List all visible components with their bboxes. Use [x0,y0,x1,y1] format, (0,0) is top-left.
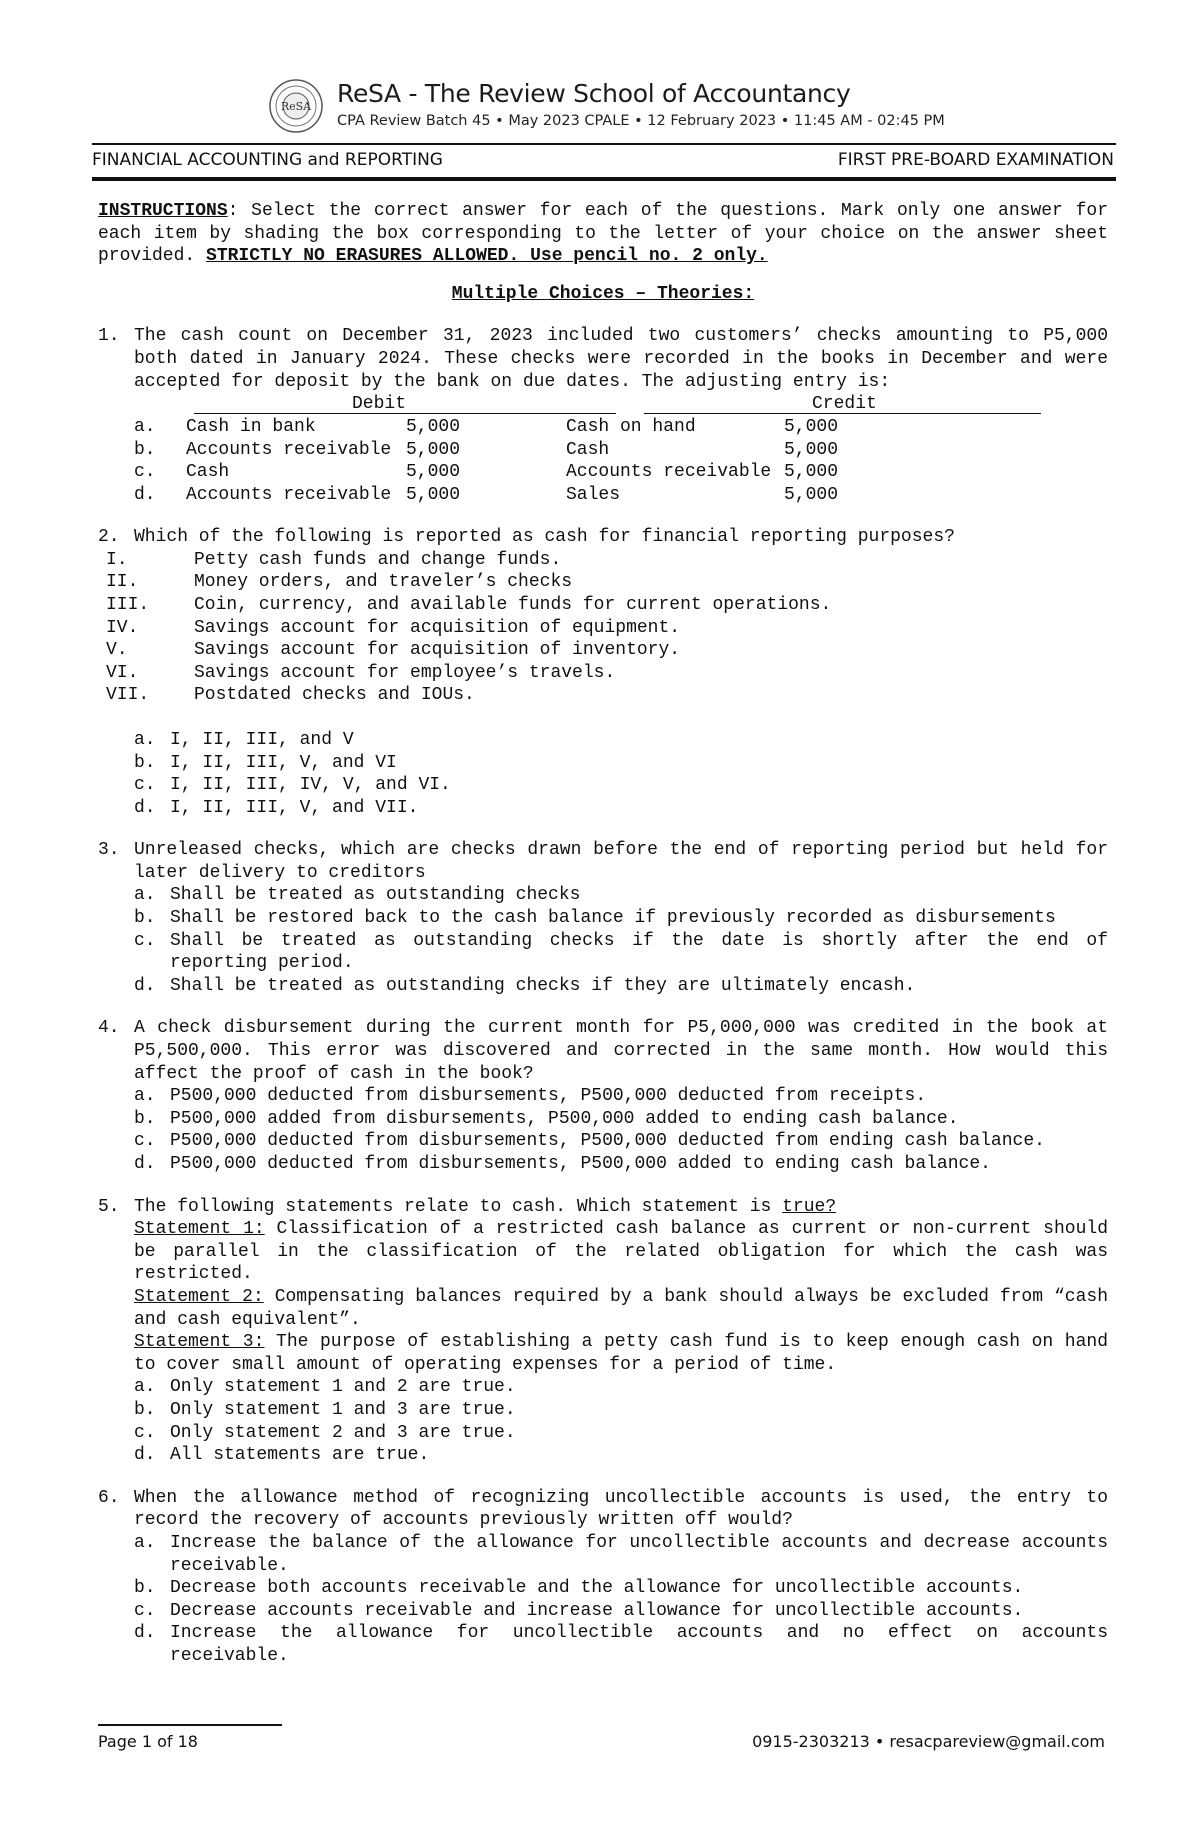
statement-text: Compensating balances required by a bank should always be excluded from “cash and cash equivalent”. [134,1286,1108,1330]
entry-letter: a. [134,417,156,438]
option-text: I, II, III, and V [170,729,354,750]
option-text: Decrease accounts receivable and increase allowance for uncollectible accounts. [170,1600,1024,1621]
question-2 [98,526,1108,549]
question-text: The following statements relate to cash. Which statement is true? [134,1196,837,1217]
answer-option-b [134,1577,1108,1600]
option-text: I, II, III, V, and VI [170,752,397,773]
option-letter: b. [134,752,156,773]
entry-debit: Accounts receivable [186,484,392,505]
roman-numeral: IV. [106,617,139,638]
entry-debit-amt: 5,000 [406,439,461,460]
option-letter: c. [134,775,156,796]
statement-text: Classification of a restricted cash balance as current or non-current should be parallel in the classification of the related obligation for which the cash was restricted. [134,1219,1108,1285]
option-letter: c. [134,1131,156,1152]
entry-letter: b. [134,439,156,460]
option-text: Only statement 1 and 2 are true. [170,1377,516,1398]
credit-header: Credit [812,394,877,415]
answer-option-d [134,975,1108,998]
entry-debit: Accounts receivable [186,439,392,460]
roman-item-text: Savings account for acquisition of inventory. [194,640,681,661]
option-letter: d. [134,975,156,996]
entry-debit: Cash [186,462,230,483]
entry-debit: Cash in bank [186,417,316,438]
question-text: Unreleased checks, which are checks drawn before the end of reporting period but held for later delivery to creditors [134,840,1108,883]
option-letter: c. [134,930,156,951]
entry-letter: d. [134,484,156,505]
statement-label: Statement 2: [134,1286,264,1307]
entry-debit-amt: 5,000 [406,484,461,505]
roman-item [98,639,1108,662]
roman-numeral: V. [106,640,128,661]
entry-credit-amt: 5,000 [784,484,839,505]
option-text: Increase the balance of the allowance for uncollectible accounts and decrease accounts receivable. [170,1532,1108,1576]
roman-item [98,549,1108,572]
question-3 [98,839,1108,884]
question-text: A check disbursement during the current month for P5,000,000 was credited in the book at P5,500,000. This error was discovered and corrected in the same month. How would this affect the proof of cash in the book? [134,1018,1108,1084]
question-number: 2. [98,527,120,548]
option-letter: b. [134,1578,156,1599]
resa-logo [268,78,324,134]
question-number: 5. [98,1196,120,1217]
roman-item-text: Petty cash funds and change funds. [194,549,562,570]
instructions-text: : Select the correct answer for each of the questions. Mark only one answer for each item by shading the box corresponding to the letter of your choice on the answer sheet provided. [98,201,1108,267]
question-text: Which of the following is reported as cash for financial reporting purposes? [134,527,955,548]
question-6 [98,1487,1108,1532]
roman-item [98,571,1108,594]
option-text: I, II, III, V, and VII. [170,797,419,818]
option-text: I, II, III, IV, V, and VI. [170,775,451,796]
option-letter: a. [134,1377,156,1398]
instructions [98,200,1108,268]
debit-header: Debit [352,394,407,415]
question-number: 3. [98,840,120,861]
option-letter: d. [134,1445,156,1466]
answer-option-a [134,729,1108,752]
question-4 [98,1017,1108,1085]
journal-entry-table [134,393,1108,506]
option-letter: a. [134,1086,156,1107]
option-letter: b. [134,1108,156,1129]
answer-option-b [134,907,1108,930]
statement-3 [134,1331,1108,1376]
footer-rule [98,1724,282,1726]
option-letter: d. [134,1154,156,1174]
roman-numeral: II. [106,572,139,593]
option-text: Only statement 1 and 3 are true. [170,1399,516,1420]
option-text: Shall be treated as outstanding checks [170,885,581,906]
question-1 [98,325,1108,506]
roman-item-text: Savings account for acquisition of equipment. [194,617,681,638]
statement-label: Statement 1: [134,1219,265,1240]
exam-details: CPA Review Batch 45 • May 2023 CPALE • 12 February 2023 • 11:45 AM - 02:45 PM [337,113,945,129]
option-letter: a. [134,885,156,906]
subject-bar [92,143,1116,181]
option-letter: c. [134,1422,156,1443]
statement-text: The purpose of establishing a petty cash fund is to keep enough cash on hand to cover small amount of operating expenses for a period of time. [134,1332,1108,1375]
roman-item-text: Money orders, and traveler’s checks [194,572,573,593]
roman-item [98,684,1108,707]
option-text: P500,000 added from disbursements, P500,000 added to ending cash balance. [170,1108,959,1129]
question-number: 4. [98,1018,120,1039]
statement-2 [134,1286,1108,1331]
roman-item [98,594,1108,617]
answer-option-c [134,1130,1108,1153]
true-underlined: true? [782,1196,837,1217]
entry-credit: Sales [566,484,621,505]
option-text: Shall be treated as outstanding checks if the date is shortly after the end of reporting period. [170,930,1108,974]
option-text: All statements are true. [170,1445,430,1466]
statement-label: Statement 3: [134,1332,265,1353]
option-letter: d. [134,1623,156,1644]
roman-numeral: III. [106,594,150,615]
roman-numeral: I. [106,549,128,570]
question-number: 6. [98,1487,120,1508]
entry-credit: Cash [566,439,610,460]
roman-numeral: VI. [106,662,139,683]
svg-text:ReSA: ReSA [280,100,312,113]
answer-option-a [134,1376,1108,1399]
statement-1 [134,1218,1108,1286]
entry-debit-amt: 5,000 [406,417,461,438]
roman-numeral: VII. [106,685,150,706]
answer-option-c [134,1422,1108,1445]
instructions-emphasis: STRICTLY NO ERASURES ALLOWED. Use pencil no. 2 only. [206,246,768,267]
option-text: Shall be treated as outstanding checks if they are ultimately encash. [170,975,916,996]
entry-credit: Accounts receivable [566,462,772,483]
entry-debit-amt: 5,000 [406,462,461,483]
exam-content [98,200,1108,1667]
answer-option-a [134,884,1108,907]
answer-option-d [134,1622,1108,1667]
answer-option-d [134,1153,1108,1176]
entry-letter: c. [134,462,156,483]
question-5 [98,1196,1108,1377]
question-number: 1. [98,326,120,347]
school-title: ReSA - The Review School of Accountancy [337,79,851,108]
entry-credit-amt: 5,000 [784,462,839,483]
option-letter: b. [134,908,156,929]
option-text: P500,000 deducted from disbursements, P500,000 deducted from ending cash balance. [170,1131,1045,1152]
option-letter: b. [134,1399,156,1420]
answer-option-d [134,1444,1108,1467]
answer-option-c [134,930,1108,975]
instructions-label: INSTRUCTIONS [98,201,228,221]
answer-option-c [134,1600,1108,1623]
option-letter: a. [134,729,156,750]
roman-item-text: Postdated checks and IOUs. [194,685,475,706]
question-text: When the allowance method of recognizing uncollectible accounts is used, the entry to record the recovery of accounts previously written off would? [134,1487,1108,1531]
entry-credit: Cash on hand [566,417,696,438]
answer-option-b [134,1108,1108,1131]
contact-info: 0915-2303213 • resacpareview@gmail.com [752,1732,1105,1751]
answer-option-a [134,1085,1108,1108]
option-text: P500,000 deducted from disbursements, P500,000 added to ending cash balance. [170,1154,991,1174]
option-letter: d. [134,797,156,818]
option-text: Only statement 2 and 3 are true. [170,1422,516,1443]
answer-option-b [134,752,1108,775]
roman-item-text: Savings account for employee’s travels. [194,662,616,683]
option-text: Decrease both accounts receivable and the allowance for uncollectible accounts. [170,1578,1024,1599]
subject-name: FINANCIAL ACCOUNTING and REPORTING [92,150,443,170]
option-text: P500,000 deducted from disbursements, P500,000 deducted from receipts. [170,1086,927,1107]
option-letter: a. [134,1532,156,1553]
roman-item [98,617,1108,640]
option-text: Increase the allowance for uncollectible accounts and no effect on accounts receivable. [170,1623,1108,1666]
answer-option-a [134,1532,1108,1577]
page-number: Page 1 of 18 [98,1732,198,1751]
option-letter: c. [134,1600,156,1621]
entry-credit-amt: 5,000 [784,417,839,438]
answer-option-d [134,797,1108,820]
answer-option-c [134,774,1108,797]
exam-name: FIRST PRE-BOARD EXAMINATION [837,150,1114,170]
roman-item [98,662,1108,685]
option-text: Shall be restored back to the cash balance if previously recorded as disbursements [170,908,1056,929]
entry-credit-amt: 5,000 [784,439,839,460]
section-title: Multiple Choices – Theories: [451,283,755,304]
roman-item-text: Coin, currency, and available funds for current operations. [194,594,832,615]
answer-option-b [134,1399,1108,1422]
question-text: The cash count on December 31, 2023 included two customers’ checks amounting to P5,000 both dated in January 2024. These checks were recorded in the books in December and were accepted for deposit by the bank on due dates. The adjusting entry is: [134,326,1108,392]
